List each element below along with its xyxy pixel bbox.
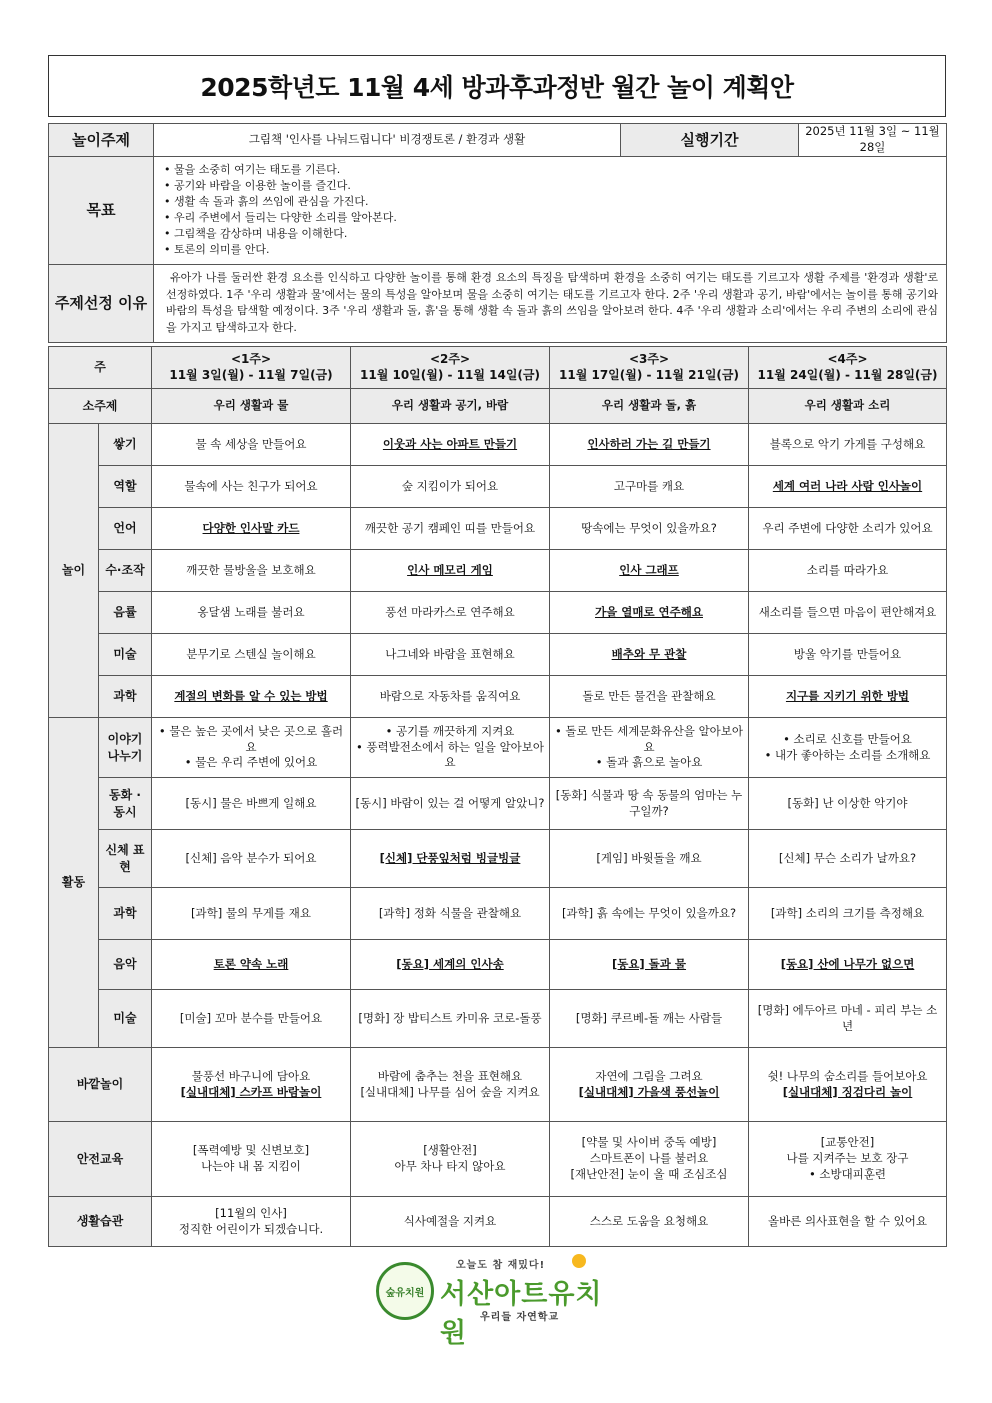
activity-cell: 토론 약속 노래 <box>152 940 351 990</box>
week-label: 주 <box>49 347 152 389</box>
play-cell: 새소리를 들으면 마음이 편안해져요 <box>749 592 947 634</box>
activity-category: 미술 <box>99 990 152 1048</box>
activity-cell: [미술] 꼬마 분수를 만들어요 <box>152 990 351 1048</box>
sun-icon <box>572 1254 586 1268</box>
outdoor-cell: 쉿! 나무의 숨소리를 들어보아요 [실내대체] 징검다리 놀이 <box>749 1048 947 1122</box>
play-cell: 풍선 마라카스로 연주해요 <box>351 592 550 634</box>
play-cell: 인사 메모리 게임 <box>351 550 550 592</box>
story-cell: • 물은 높은 곳에서 낮은 곳으로 흘러요 • 물은 우리 주변에 있어요 <box>152 718 351 778</box>
goal-item: • 공기와 바람을 이용한 놀이를 즐긴다. <box>164 179 351 193</box>
activity-cell: [신체] 무슨 소리가 날까요? <box>749 830 947 888</box>
habit-cell: [11월의 인사] 정직한 어린이가 되겠습니다. <box>152 1197 351 1247</box>
story-cell: • 소리로 신호를 만들어요 • 내가 좋아하는 소리를 소개해요 <box>749 718 947 778</box>
subtopic-cell: 우리 생활과 공기, 바람 <box>351 389 550 424</box>
activity-category: 신체 표현 <box>99 830 152 888</box>
play-section-label: 놀이 <box>49 424 99 718</box>
outdoor-cell: 바람에 춤추는 천을 표현해요 [실내대체] 나무를 심어 숲을 지켜요 <box>351 1048 550 1122</box>
play-cell: 인사하러 가는 길 만들기 <box>550 424 749 466</box>
activity-category: 이야기 나누기 <box>99 718 152 778</box>
activity-cell: [과학] 소리의 크기를 측정해요 <box>749 888 947 940</box>
activity-cell: [명화] 에두아르 마네 - 피리 부는 소년 <box>749 990 947 1048</box>
info-table <box>48 123 947 343</box>
week-4-header: <4주> 11월 24일(월) - 11월 28일(금) <box>749 347 947 389</box>
play-cell: 옹달샘 노래를 불러요 <box>152 592 351 634</box>
play-cell: 물속에 사는 친구가 되어요 <box>152 466 351 508</box>
habit-label: 생활습관 <box>49 1197 152 1247</box>
play-cell: 계절의 변화를 알 수 있는 방법 <box>152 676 351 718</box>
play-cell: 깨끗한 물방울을 보호해요 <box>152 550 351 592</box>
habit-cell: 올바른 의사표현을 할 수 있어요 <box>749 1197 947 1247</box>
activity-cell: [명화] 장 밥티스트 카미유 코로-돌풍 <box>351 990 550 1048</box>
play-cell: 다양한 인사말 카드 <box>152 508 351 550</box>
play-cell: 이웃과 사는 아파트 만들기 <box>351 424 550 466</box>
play-cell: 소리를 따라가요 <box>749 550 947 592</box>
activity-cell: [동시] 물은 바쁘게 일해요 <box>152 778 351 830</box>
week-3-header: <3주> 11월 17일(월) - 11월 21일(금) <box>550 347 749 389</box>
play-category: 음률 <box>99 592 152 634</box>
play-cell: 돌로 만든 물건을 관찰해요 <box>550 676 749 718</box>
play-category: 미술 <box>99 634 152 676</box>
goal-item: • 물을 소중히 여기는 태도를 기른다. <box>164 163 341 177</box>
safety-cell: [생활안전] 아무 차나 타지 않아요 <box>351 1122 550 1197</box>
activity-cell: [동요] 세계의 인사송 <box>351 940 550 990</box>
reason-label: 주제선정 이유 <box>49 264 154 342</box>
play-cell: 깨끗한 공기 캠페인 띠를 만들어요 <box>351 508 550 550</box>
habit-cell: 스스로 도움을 요청해요 <box>550 1197 749 1247</box>
play-cell: 세계 여러 나라 사람 인사놀이 <box>749 466 947 508</box>
play-cell: 분무기로 스텐실 놀이해요 <box>152 634 351 676</box>
goal-item: • 그림책을 감상하며 내용을 이해한다. <box>164 227 348 241</box>
goal-item: • 우리 주변에서 들리는 다양한 소리를 알아본다. <box>164 211 397 225</box>
play-cell: 물 속 세상을 만들어요 <box>152 424 351 466</box>
play-cell: 인사 그래프 <box>550 550 749 592</box>
activity-cell: [신체] 단풍잎처럼 빙글빙글 <box>351 830 550 888</box>
safety-label: 안전교육 <box>49 1122 152 1197</box>
safety-cell: [교통안전] 나를 지켜주는 보호 장구 • 소방대피훈련 <box>749 1122 947 1197</box>
play-cell: 고구마를 캐요 <box>550 466 749 508</box>
play-cell: 나그네와 바람을 표현해요 <box>351 634 550 676</box>
forest-kindergarten-emblem: 숲유치원 <box>376 1262 434 1320</box>
plan-table <box>48 346 947 1247</box>
activity-cell: [동요] 산에 나무가 없으면 <box>749 940 947 990</box>
story-cell: • 돌로 만든 세계문화유산을 알아보아요 • 돌과 흙으로 놀아요 <box>550 718 749 778</box>
theme-value: 그림책 '인사를 나눠드립니다' 비경쟁토론 / 환경과 생활 <box>154 124 621 157</box>
play-category: 수·조작 <box>99 550 152 592</box>
play-category: 과학 <box>99 676 152 718</box>
play-cell: 배추와 무 관찰 <box>550 634 749 676</box>
logo-tagline: 오늘도 참 재밌다! <box>456 1260 546 1271</box>
activity-cell: [과학] 흙 속에는 무엇이 있을까요? <box>550 888 749 940</box>
play-cell: 숲 지킴이가 되어요 <box>351 466 550 508</box>
story-cell: • 공기를 깨끗하게 지켜요 • 풍력발전소에서 하는 일을 알아보아요 <box>351 718 550 778</box>
goal-list <box>154 156 947 264</box>
play-category: 역할 <box>99 466 152 508</box>
logo-subtitle: 우리들 자연학교 <box>480 1312 560 1323</box>
theme-label: 놀이주제 <box>49 124 154 157</box>
play-cell: 방울 악기를 만들어요 <box>749 634 947 676</box>
activity-cell: [게임] 바윗돌을 깨요 <box>550 830 749 888</box>
activity-category: 동화 · 동시 <box>99 778 152 830</box>
activity-category: 음악 <box>99 940 152 990</box>
activity-cell: [신체] 음악 분수가 되어요 <box>152 830 351 888</box>
goal-item: • 생활 속 돌과 흙의 쓰임에 관심을 가진다. <box>164 195 369 209</box>
school-logo <box>376 1256 606 1349</box>
goal-item: • 토론의 의미를 안다. <box>164 243 270 257</box>
activity-cell: [명화] 쿠르베-돌 깨는 사람들 <box>550 990 749 1048</box>
habit-cell: 식사예절을 지켜요 <box>351 1197 550 1247</box>
week-1-header: <1주> 11월 3일(월) - 11월 7일(금) <box>152 347 351 389</box>
play-cell: 바람으로 자동차를 움직여요 <box>351 676 550 718</box>
activity-cell: [동요] 돌과 물 <box>550 940 749 990</box>
subtopic-cell: 우리 생활과 소리 <box>749 389 947 424</box>
subtopic-label: 소주제 <box>49 389 152 424</box>
outdoor-cell: 물풍선 바구니에 담아요 [실내대체] 스카프 바람놀이 <box>152 1048 351 1122</box>
activity-cell: [동시] 바람이 있는 걸 어떻게 알았니? <box>351 778 550 830</box>
play-category: 쌓기 <box>99 424 152 466</box>
safety-cell: [약물 및 사이버 중독 예방] 스마트폰이 나를 불러요 [재난안전] 눈이 올 때 조심조심 <box>550 1122 749 1197</box>
activity-cell: [동화] 식물과 땅 속 동물의 엄마는 누구일까? <box>550 778 749 830</box>
period-value: 2025년 11월 3일 ~ 11월 28일 <box>799 124 947 157</box>
play-cell: 우리 주변에 다양한 소리가 있어요 <box>749 508 947 550</box>
logo-name: 서산아트유치원 <box>440 1279 603 1349</box>
week-2-header: <2주> 11월 10일(월) - 11월 14일(금) <box>351 347 550 389</box>
activity-cell: [과학] 정화 식물을 관찰해요 <box>351 888 550 940</box>
safety-cell: [폭력예방 및 신변보호] 나는야 내 몸 지킴이 <box>152 1122 351 1197</box>
outdoor-label: 바깥놀이 <box>49 1048 152 1122</box>
reason-text: 유아가 나를 둘러싼 환경 요소를 인식하고 다양한 놀이를 통해 환경 요소의 특징을 탐색하며 환경을 소중히 여기는 태도를 기르고자 생활 주제를 '환경과 생활'로 선정하였다. 1주 '우리 생활과 물'에서는 물의 특성을 알아보며 물을 소중히 여기는 태도를 기르고자 한다. 2주 '우리 생활과 공기, 바람'에서는 놀이를 통해 공기와 바람의 특성을 탐색할 예정이다. 3주 '우리 생활과 돌, 흙'을 통해 생활 속 돌과 흙의 쓰임을 알아보려 한다. 4주 '우리 생활과 소리'에서는 우리 주변의 소리에 관심을 가지고 탐색하고자 한다. <box>154 264 947 342</box>
goal-label: 목표 <box>49 156 154 264</box>
activity-cell: [동화] 난 이상한 악기야 <box>749 778 947 830</box>
subtopic-cell: 우리 생활과 돌, 흙 <box>550 389 749 424</box>
activity-section-label: 활동 <box>49 718 99 1048</box>
play-cell: 땅속에는 무엇이 있을까요? <box>550 508 749 550</box>
outdoor-cell: 자연에 그림을 그려요 [실내대체] 가을색 풍선놀이 <box>550 1048 749 1122</box>
activity-category: 과학 <box>99 888 152 940</box>
page-title: 2025학년도 11월 4세 방과후과정반 월간 놀이 계획안 <box>48 55 946 117</box>
play-cell: 지구를 지키기 위한 방법 <box>749 676 947 718</box>
activity-cell: [과학] 물의 무게를 재요 <box>152 888 351 940</box>
play-category: 언어 <box>99 508 152 550</box>
play-cell: 가을 열매로 연주해요 <box>550 592 749 634</box>
play-cell: 블록으로 악기 가게를 구성해요 <box>749 424 947 466</box>
subtopic-cell: 우리 생활과 물 <box>152 389 351 424</box>
period-label: 실행기간 <box>621 124 799 157</box>
